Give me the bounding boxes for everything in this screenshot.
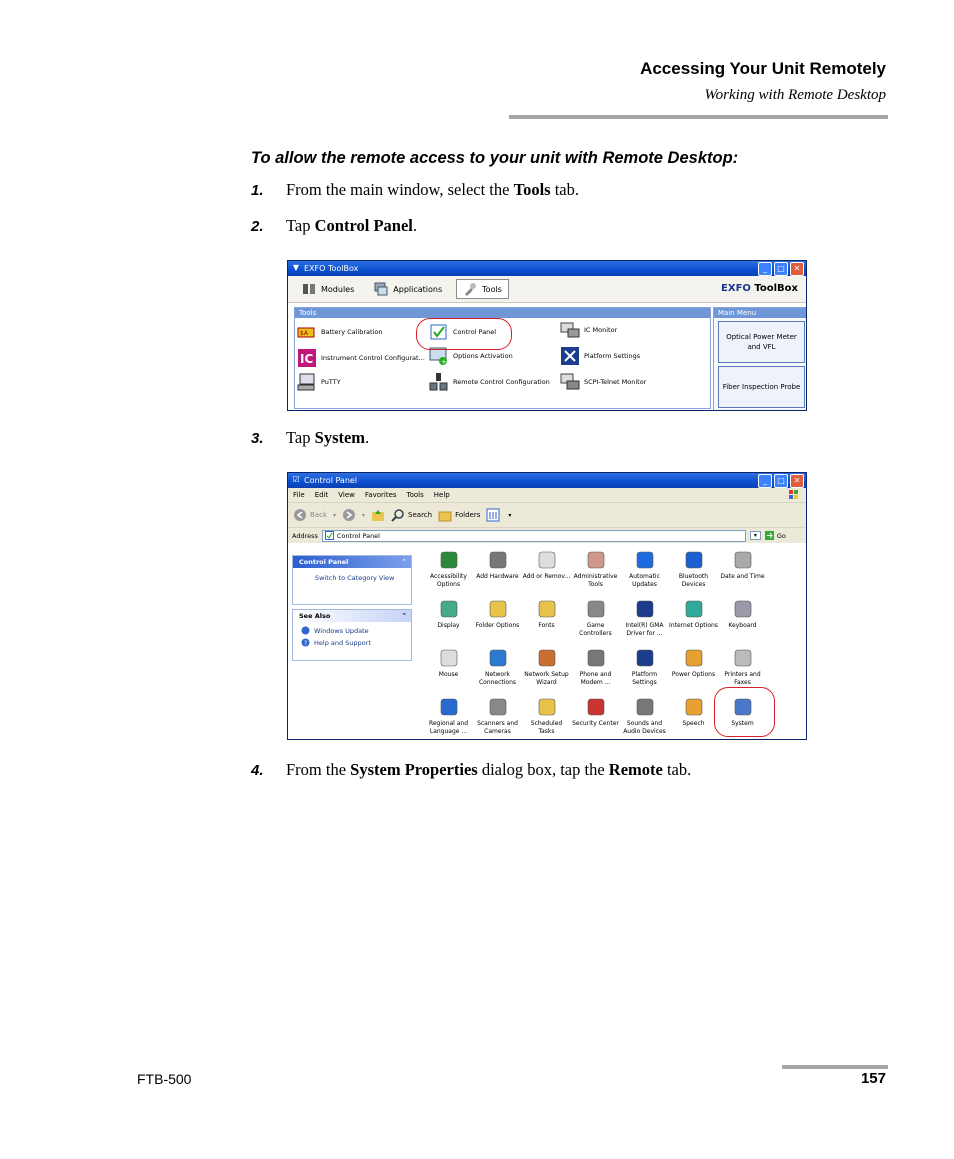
help-support-link[interactable] bbox=[293, 635, 411, 647]
address-bar bbox=[288, 528, 806, 543]
applications-icon bbox=[374, 282, 388, 296]
step-text: From the bbox=[286, 760, 351, 779]
tool-label: Control Panel bbox=[453, 328, 497, 336]
cp-item-intel-gma[interactable] bbox=[620, 598, 669, 638]
tab-modules[interactable] bbox=[296, 280, 360, 298]
cp-item-label: Speech bbox=[682, 720, 705, 727]
control-panel-task-pane bbox=[292, 555, 412, 605]
display-icon bbox=[438, 598, 460, 620]
mouse-icon bbox=[438, 647, 460, 669]
main-menu-panel bbox=[713, 307, 807, 411]
cp-item-label: Game Controllers bbox=[579, 622, 612, 637]
cp-item-label: Date and Time bbox=[720, 573, 765, 580]
tools-panel-header: Tools bbox=[295, 308, 710, 318]
forward-arrow-icon[interactable] bbox=[342, 508, 356, 522]
svg-text:+: + bbox=[441, 358, 447, 366]
link-label: Windows Update bbox=[314, 626, 369, 635]
fiber-inspection-probe-button[interactable] bbox=[718, 366, 805, 408]
automatic-updates-icon bbox=[634, 549, 656, 571]
cp-item-label: System bbox=[731, 720, 754, 727]
tool-label: PuTTY bbox=[321, 378, 341, 386]
views-dropdown-icon[interactable]: ▾ bbox=[508, 511, 512, 519]
cp-item-label: Add Hardware bbox=[476, 573, 519, 580]
cp-item-label: Power Options bbox=[671, 671, 716, 678]
scanners-cameras-icon bbox=[487, 696, 509, 718]
search-button[interactable] bbox=[391, 508, 432, 522]
bluetooth-icon bbox=[683, 549, 705, 571]
go-button[interactable] bbox=[765, 531, 786, 540]
cp-item-network-setup[interactable] bbox=[522, 647, 571, 687]
cp-item-label: Add or Remov... bbox=[522, 573, 571, 580]
toolbar bbox=[288, 503, 806, 528]
tool-label: Platform Settings bbox=[584, 352, 641, 360]
back-arrow-icon bbox=[293, 508, 307, 522]
toolbar-label: Back bbox=[310, 511, 327, 519]
cp-item-automatic-updates[interactable] bbox=[620, 549, 669, 589]
menu-edit[interactable]: Edit bbox=[314, 491, 329, 499]
tool-remote-control-configuration[interactable] bbox=[429, 372, 550, 392]
date-time-icon bbox=[732, 549, 754, 571]
page-number: 157 bbox=[860, 1070, 886, 1087]
scheduled-tasks-icon bbox=[536, 696, 558, 718]
task-pane-header bbox=[293, 556, 411, 568]
cp-item-bluetooth[interactable] bbox=[669, 549, 718, 589]
sounds-audio-icon bbox=[634, 696, 656, 718]
exfo-logo-icon: ▼ bbox=[292, 263, 300, 272]
minimize-button[interactable]: _ bbox=[758, 262, 772, 276]
fonts-icon bbox=[536, 598, 558, 620]
cp-item-label: Sounds and Audio Devices bbox=[623, 720, 666, 735]
toolbox-tab-row bbox=[288, 276, 806, 303]
back-dropdown-icon[interactable]: ▾ bbox=[333, 511, 337, 519]
cp-item-label: Keyboard bbox=[728, 622, 757, 629]
windows-update-icon bbox=[301, 626, 310, 635]
printers-faxes-icon bbox=[732, 647, 754, 669]
step-number: 2. bbox=[251, 218, 264, 235]
cp-item-add-hardware[interactable] bbox=[473, 549, 522, 581]
search-icon bbox=[391, 508, 405, 522]
remote-control-icon bbox=[429, 372, 449, 392]
add-hardware-icon bbox=[487, 549, 509, 571]
keyboard-icon bbox=[732, 598, 754, 620]
step-keyword: Control Panel bbox=[314, 216, 413, 235]
link-label: Help and Support bbox=[314, 638, 371, 647]
menu-tools[interactable]: Tools bbox=[406, 491, 424, 499]
scpi-monitor-icon bbox=[560, 372, 580, 392]
cp-item-label: Network Connections bbox=[478, 671, 517, 686]
back-button[interactable] bbox=[293, 508, 327, 522]
cp-item-date-time[interactable] bbox=[718, 549, 767, 581]
main-menu-header: Main Menu bbox=[714, 308, 806, 318]
tool-label: SCPI-Telnet Monitor bbox=[584, 378, 647, 386]
administrative-tools-icon bbox=[585, 549, 607, 571]
cp-item-label: Scanners and Cameras bbox=[477, 720, 518, 735]
tool-label: Instrument Control Configurat... bbox=[321, 354, 425, 362]
svg-text:?: ? bbox=[304, 640, 308, 647]
control-panel-title-icon: ☑ bbox=[292, 475, 300, 484]
brand-toolbox: ToolBox bbox=[754, 283, 798, 294]
step-2 bbox=[251, 216, 417, 236]
cp-item-folder-options[interactable] bbox=[473, 598, 522, 630]
tool-label: Battery Calibration bbox=[321, 328, 383, 336]
step-text: Tap bbox=[286, 216, 315, 235]
cp-item-label: Internet Options bbox=[669, 622, 718, 629]
cp-item-label: Administrative Tools bbox=[573, 573, 618, 588]
cp-item-internet-options[interactable] bbox=[669, 598, 718, 630]
close-button[interactable]: ✕ bbox=[790, 262, 804, 276]
tool-label: IC Monitor bbox=[584, 326, 618, 334]
address-input[interactable] bbox=[322, 530, 746, 542]
step-text: . bbox=[365, 428, 370, 447]
see-also-pane bbox=[292, 609, 412, 661]
cp-item-label: Network Setup Wizard bbox=[524, 671, 569, 686]
collapse-icon[interactable]: ⌃ bbox=[401, 612, 407, 620]
cp-item-label: Phone and Modem ... bbox=[579, 671, 612, 686]
cp-item-label: Platform Settings bbox=[631, 671, 658, 686]
switch-category-link[interactable] bbox=[293, 568, 411, 582]
tab-label: Applications bbox=[393, 284, 443, 294]
cp-item-network-connections[interactable] bbox=[473, 647, 522, 687]
forward-dropdown-icon[interactable]: ▾ bbox=[362, 511, 366, 519]
windows-update-link[interactable] bbox=[293, 622, 411, 635]
cp-item-label: Bluetooth Devices bbox=[678, 573, 709, 588]
game-controllers-icon bbox=[585, 598, 607, 620]
security-center-icon bbox=[585, 696, 607, 718]
running-header-subtitle: Working with Remote Desktop bbox=[704, 87, 886, 103]
step-number: 1. bbox=[251, 182, 264, 199]
tab-label: Modules bbox=[321, 284, 355, 294]
tool-battery-calibration[interactable] bbox=[297, 322, 383, 342]
link-label: Switch to Category View bbox=[315, 574, 395, 582]
tool-instrument-control[interactable] bbox=[297, 348, 425, 368]
cp-item-printers-faxes[interactable] bbox=[718, 647, 767, 687]
cp-item-label: Security Center bbox=[572, 720, 619, 727]
regional-language-icon bbox=[438, 696, 460, 718]
tool-label: Remote Control Configuration bbox=[453, 378, 550, 386]
see-also-header bbox=[293, 610, 411, 622]
folders-button[interactable] bbox=[438, 508, 480, 522]
cp-item-add-remove-programs[interactable] bbox=[522, 549, 571, 581]
ic-logo-icon bbox=[297, 348, 317, 368]
menu-help[interactable]: Help bbox=[433, 491, 450, 499]
platform-settings-icon bbox=[634, 647, 656, 669]
step-1 bbox=[251, 180, 579, 200]
cp-item-label: Display bbox=[437, 622, 460, 629]
step-text: tab. bbox=[550, 180, 580, 199]
help-icon bbox=[301, 638, 310, 647]
cp-item-speech[interactable] bbox=[669, 696, 718, 728]
cp-item-scanners-cameras[interactable] bbox=[473, 696, 522, 736]
tool-label: Options Activation bbox=[453, 352, 513, 360]
step-4 bbox=[251, 760, 691, 780]
step-text: From the main window, select the bbox=[286, 180, 514, 199]
see-also-title: See Also bbox=[299, 612, 331, 620]
optical-power-meter-button[interactable] bbox=[718, 321, 805, 363]
maximize-button[interactable]: □ bbox=[774, 262, 788, 276]
folders-icon bbox=[438, 508, 452, 522]
menu-favorites[interactable]: Favorites bbox=[364, 491, 397, 499]
step-text: Tap bbox=[286, 428, 315, 447]
go-arrow-icon bbox=[765, 531, 774, 540]
cp-item-administrative-tools[interactable] bbox=[571, 549, 620, 589]
internet-options-icon bbox=[683, 598, 705, 620]
phone-modem-icon bbox=[585, 647, 607, 669]
speech-icon bbox=[683, 696, 705, 718]
toolbar-label: Search bbox=[408, 511, 433, 519]
toolbox-screenshot bbox=[287, 260, 807, 411]
step-text: tab. bbox=[662, 760, 692, 779]
tools-icon bbox=[463, 282, 477, 296]
toolbox-titlebar bbox=[288, 261, 806, 276]
cp-item-label: Accessibility Options bbox=[430, 573, 467, 588]
collapse-icon[interactable]: ⌃ bbox=[401, 558, 407, 566]
accessibility-icon bbox=[438, 549, 460, 571]
task-pane-title: Control Panel bbox=[299, 558, 349, 566]
header-rule bbox=[509, 115, 888, 119]
step-number: 3. bbox=[251, 430, 264, 447]
minimize-button[interactable]: _ bbox=[758, 474, 772, 488]
cp-item-power-options[interactable] bbox=[669, 647, 718, 679]
add-remove-programs-icon bbox=[536, 549, 558, 571]
cp-item-label: Folder Options bbox=[475, 622, 520, 629]
tool-putty[interactable] bbox=[297, 372, 341, 392]
step-keyword: System bbox=[314, 428, 366, 447]
cp-item-sounds-audio[interactable] bbox=[620, 696, 669, 736]
svg-text:$A: $A bbox=[300, 330, 308, 337]
address-dropdown-icon[interactable]: ▾ bbox=[750, 531, 761, 540]
step-text: . bbox=[412, 216, 418, 235]
running-header-title: Accessing Your Unit Remotely bbox=[640, 59, 886, 78]
control-panel-small-icon bbox=[325, 531, 334, 540]
cp-item-label: Scheduled Tasks bbox=[530, 720, 563, 735]
control-panel-titlebar bbox=[288, 473, 806, 488]
battery-icon bbox=[297, 322, 317, 342]
step-number: 4. bbox=[251, 762, 264, 779]
cp-item-label: Mouse bbox=[438, 671, 459, 678]
procedure-title: To allow the remote access to your unit with Remote Desktop: bbox=[251, 149, 739, 167]
svg-text:IC: IC bbox=[300, 352, 314, 366]
modules-icon bbox=[302, 282, 316, 296]
cp-item-label: Fonts bbox=[538, 622, 555, 629]
tab-applications[interactable] bbox=[368, 280, 448, 298]
cp-item-display[interactable] bbox=[424, 598, 473, 630]
up-folder-icon[interactable] bbox=[371, 508, 385, 522]
network-connections-icon bbox=[487, 647, 509, 669]
step-keyword: Tools bbox=[513, 180, 551, 199]
go-label: Go bbox=[776, 531, 786, 540]
cp-item-label: Intel(R) GMA Driver for ... bbox=[625, 622, 664, 637]
tool-scpi-telnet-monitor[interactable] bbox=[560, 372, 646, 392]
highlight-system bbox=[714, 687, 775, 737]
menu-file[interactable]: File bbox=[293, 491, 305, 499]
views-icon[interactable] bbox=[486, 508, 502, 522]
tool-ic-monitor[interactable] bbox=[560, 320, 617, 340]
cp-item-accessibility[interactable] bbox=[424, 549, 473, 589]
step-keyword: System Properties bbox=[350, 760, 478, 779]
step-text: dialog box, tap the bbox=[477, 760, 609, 779]
menu-view[interactable]: View bbox=[338, 491, 355, 499]
folder-options-icon bbox=[487, 598, 509, 620]
step-3 bbox=[251, 428, 369, 448]
cp-item-game-controllers[interactable] bbox=[571, 598, 620, 638]
window-title: EXFO ToolBox bbox=[304, 264, 359, 273]
power-options-icon bbox=[683, 647, 705, 669]
cp-item-mouse[interactable] bbox=[424, 647, 473, 679]
highlight-control-panel bbox=[416, 318, 512, 350]
cp-item-platform-settings[interactable] bbox=[620, 647, 669, 687]
close-button[interactable]: ✕ bbox=[790, 474, 804, 488]
cp-item-keyboard[interactable] bbox=[718, 598, 767, 630]
address-label: Address bbox=[292, 531, 318, 540]
address-value: Control Panel bbox=[336, 531, 380, 540]
cp-item-label: Printers and Faxes bbox=[724, 671, 761, 686]
menu-bar bbox=[288, 488, 806, 503]
cp-item-label: Regional and Language ... bbox=[428, 720, 469, 735]
cp-item-label: Automatic Updates bbox=[629, 573, 660, 588]
button-label: Optical Power Meter and VFL bbox=[726, 333, 797, 351]
network-setup-icon bbox=[536, 647, 558, 669]
exfo-toolbox-brand bbox=[721, 283, 798, 294]
footer-rule bbox=[782, 1065, 888, 1069]
button-label: Fiber Inspection Probe bbox=[722, 383, 801, 391]
cp-item-security-center[interactable] bbox=[571, 696, 620, 728]
tool-platform-settings[interactable] bbox=[560, 346, 640, 366]
ic-monitor-icon bbox=[560, 320, 580, 340]
step-keyword: Remote bbox=[608, 760, 663, 779]
platform-settings-icon bbox=[560, 346, 580, 366]
brand-exfo: EXFO bbox=[721, 283, 751, 294]
tab-label: Tools bbox=[482, 284, 502, 294]
windows-flag-icon bbox=[788, 489, 800, 501]
toolbar-label: Folders bbox=[455, 511, 481, 519]
footer-product: FTB-500 bbox=[137, 1071, 192, 1087]
cp-item-phone-modem[interactable] bbox=[571, 647, 620, 687]
tab-tools[interactable] bbox=[456, 279, 509, 299]
window-title: Control Panel bbox=[304, 476, 358, 485]
cp-item-scheduled-tasks[interactable] bbox=[522, 696, 571, 736]
putty-icon bbox=[297, 372, 317, 392]
cp-item-fonts[interactable] bbox=[522, 598, 571, 630]
cp-item-regional-language[interactable] bbox=[424, 696, 473, 736]
maximize-button[interactable]: □ bbox=[774, 474, 788, 488]
intel-gma-icon bbox=[634, 598, 656, 620]
